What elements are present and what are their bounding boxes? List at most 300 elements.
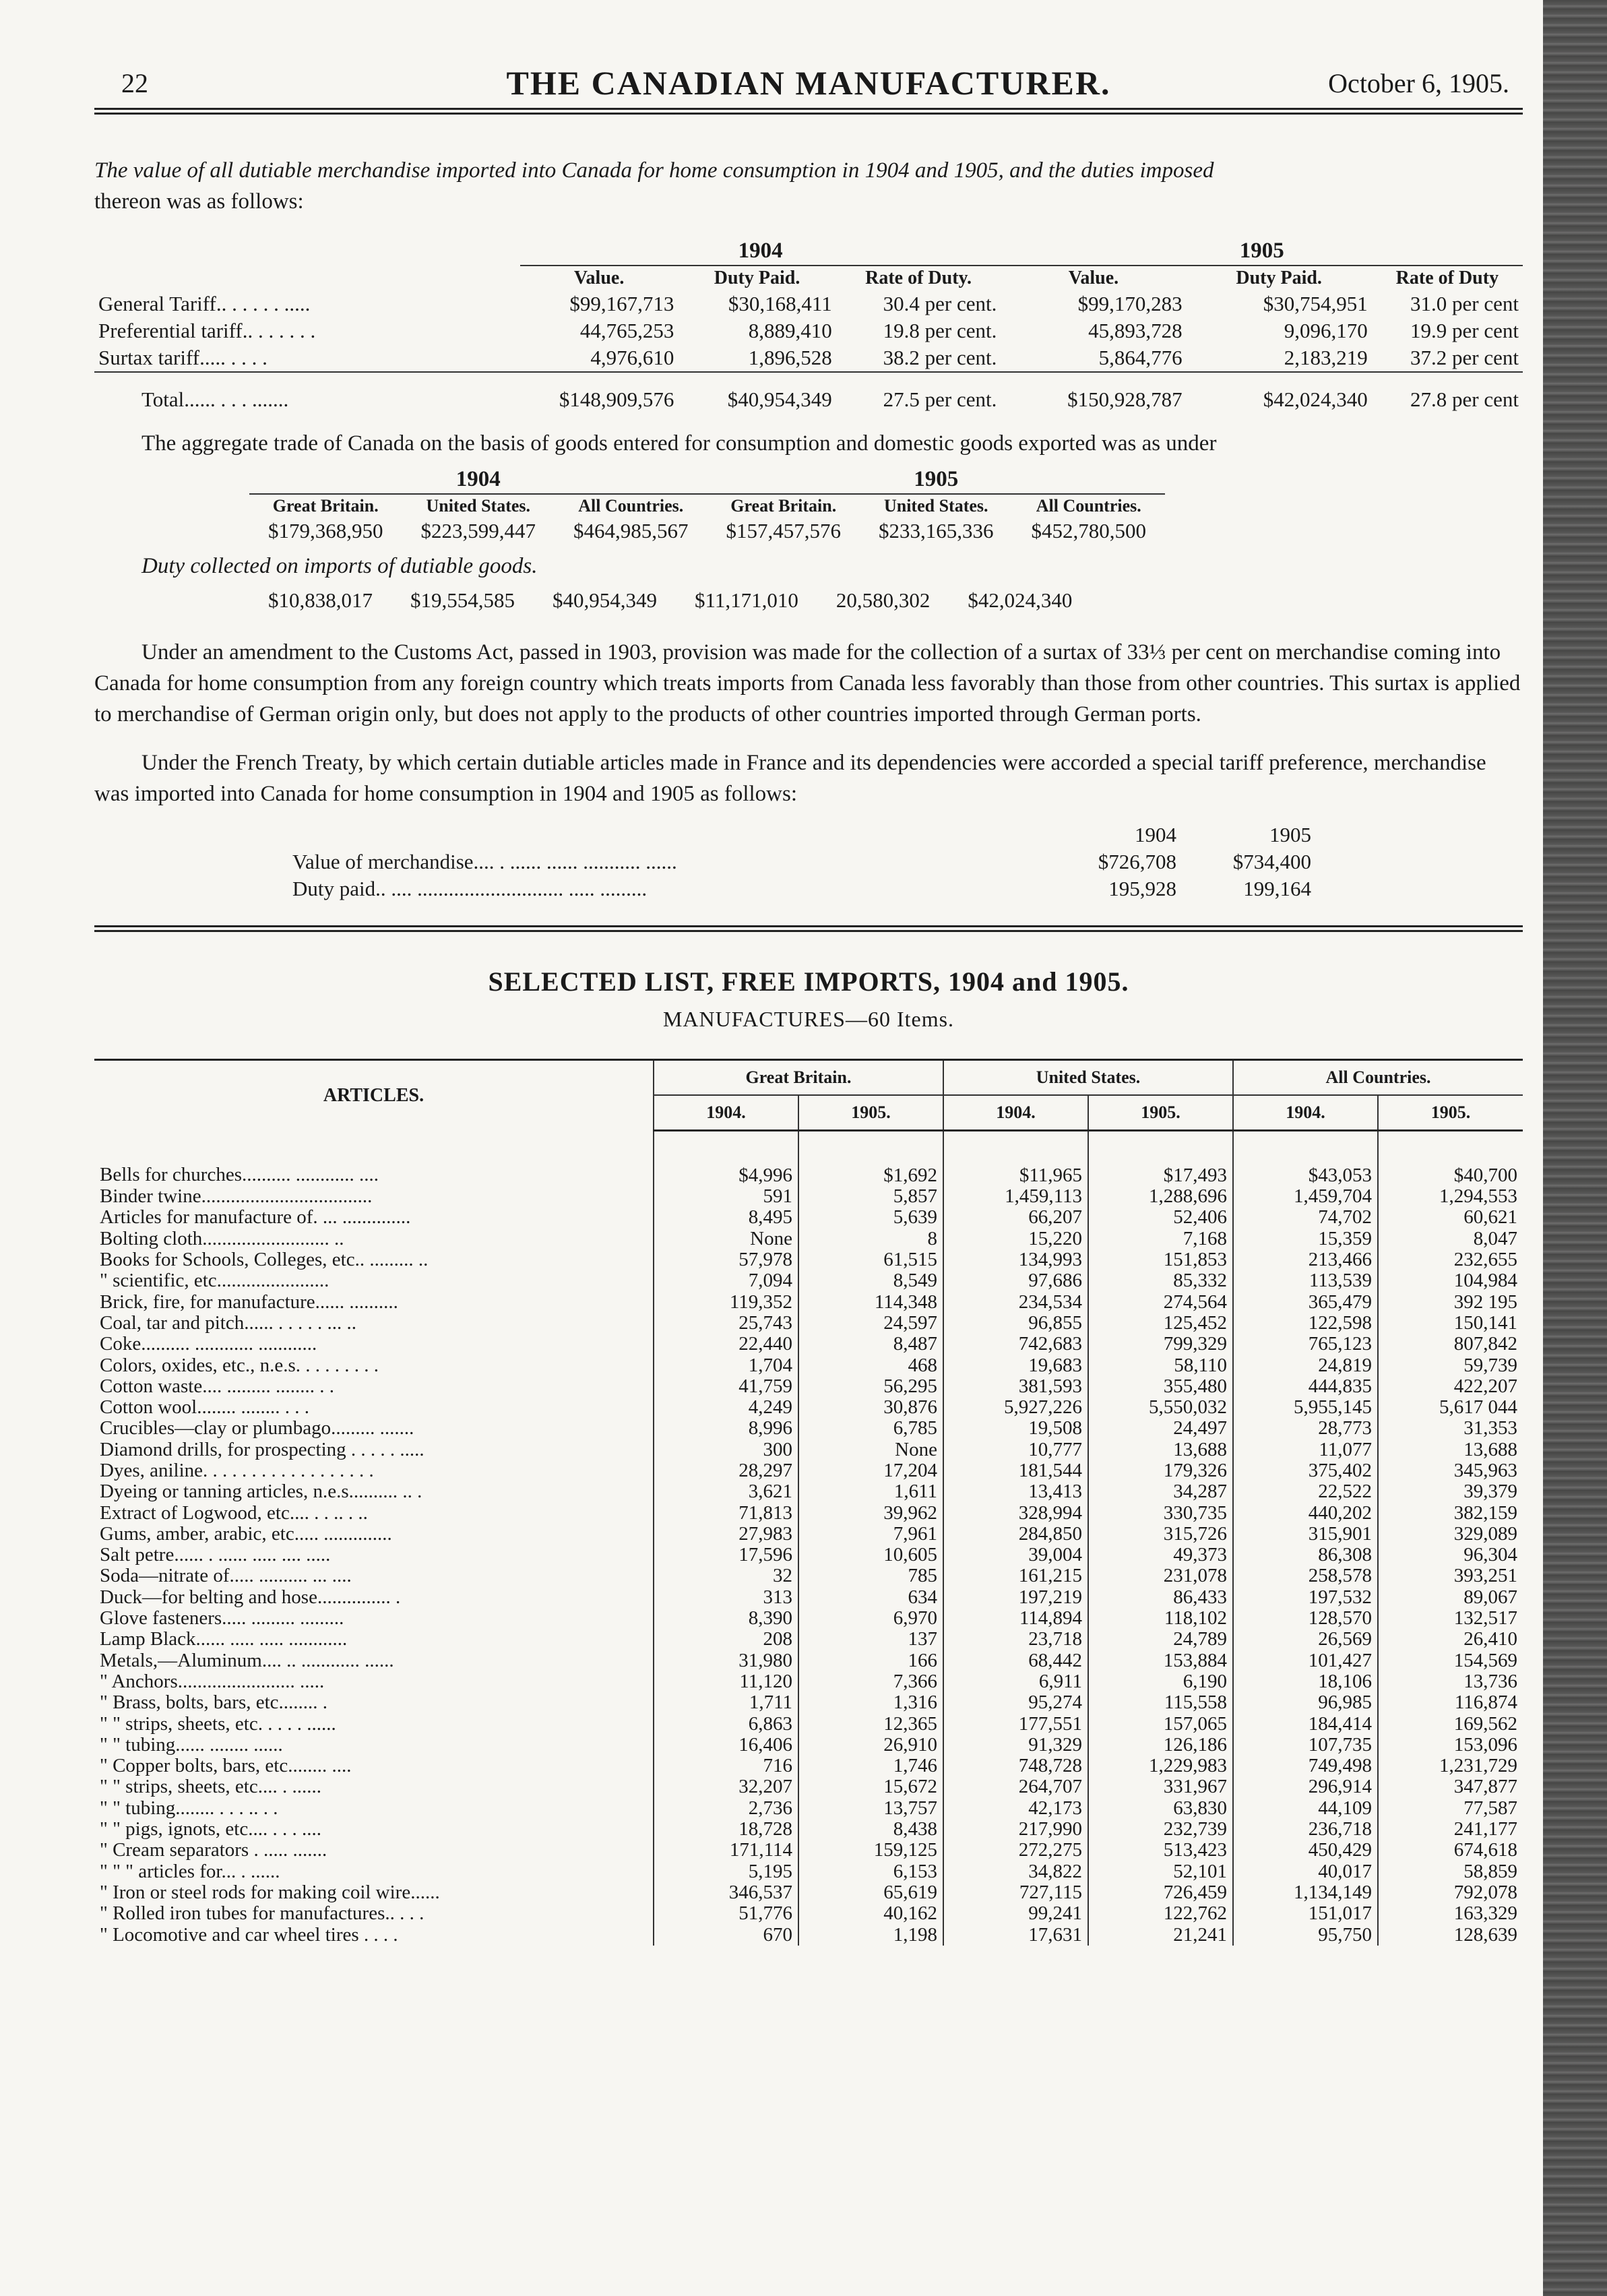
value-cell: 13,757 bbox=[798, 1798, 943, 1819]
free-imports-subtitle: MANUFACTURES—60 Items. bbox=[662, 1007, 955, 1031]
value-cell: 1,711 bbox=[654, 1692, 798, 1713]
french-row bbox=[283, 875, 1321, 902]
aggregate-table bbox=[249, 466, 1165, 545]
group-all-countries: All Countries. bbox=[1233, 1060, 1523, 1096]
value-cell: 18,728 bbox=[654, 1819, 798, 1840]
value-cell: 422,207 bbox=[1453, 1375, 1517, 1397]
value-cell: 85,332 bbox=[1088, 1270, 1233, 1291]
article-name: Bolting cloth.......................... .. bbox=[94, 1229, 654, 1249]
french-value-1904: 195,928 bbox=[1108, 877, 1176, 900]
value-cell: 8,438 bbox=[798, 1819, 943, 1840]
tariff-col-header: Value. bbox=[1068, 268, 1119, 288]
value-cell: 114,348 bbox=[798, 1291, 943, 1312]
article-name: Binder twine................................... bbox=[94, 1186, 654, 1207]
article-name: " " " articles for... . ...... bbox=[94, 1861, 654, 1882]
value-cell: 13,688 bbox=[1088, 1439, 1233, 1460]
masthead: THE CANADIAN MANUFACTURER. bbox=[506, 64, 1111, 102]
table-row bbox=[94, 1334, 1523, 1355]
table-row bbox=[94, 1629, 1523, 1650]
value-cell: 1,294,553 bbox=[1439, 1185, 1517, 1208]
value-cell: 19,683 bbox=[943, 1355, 1088, 1375]
value-cell: 122,762 bbox=[1088, 1903, 1233, 1924]
value-cell: $17,493 bbox=[1088, 1131, 1233, 1187]
value-cell: 6,911 bbox=[943, 1671, 1088, 1692]
article-name: " Locomotive and car wheel tires . . . . bbox=[94, 1924, 654, 1945]
tariff-total-cell: $42,024,340 bbox=[1187, 372, 1372, 413]
value-cell: 22,522 bbox=[1233, 1481, 1378, 1502]
value-cell: 42,173 bbox=[943, 1798, 1088, 1819]
value-cell: 5,927,226 bbox=[943, 1397, 1088, 1418]
value-cell: 177,551 bbox=[943, 1713, 1088, 1734]
value-cell: 30,876 bbox=[798, 1397, 943, 1418]
tariff-cell: 37.2 per cent bbox=[1410, 346, 1519, 369]
value-cell: 99,241 bbox=[943, 1903, 1088, 1924]
value-cell: 13,413 bbox=[943, 1481, 1088, 1502]
value-cell: 2,736 bbox=[654, 1798, 798, 1819]
value-cell: 23,718 bbox=[943, 1629, 1088, 1650]
french-year-1905: 1905 bbox=[1269, 823, 1311, 846]
issue-date: October 6, 1905. bbox=[1328, 68, 1509, 98]
tariff-cell: 2,183,219 bbox=[1284, 346, 1368, 369]
value-cell: 440,202 bbox=[1233, 1502, 1378, 1523]
tariff-col-header: Value. bbox=[573, 268, 625, 288]
tariff-table bbox=[94, 237, 1523, 413]
value-cell: 17,596 bbox=[654, 1545, 798, 1565]
value-cell: 104,984 bbox=[1453, 1270, 1517, 1292]
aggregate-year-1904: 1904 bbox=[249, 466, 707, 494]
value-cell: 1,746 bbox=[798, 1756, 943, 1776]
article-name: Dyeing or tanning articles, n.e.s.......... .. . bbox=[94, 1481, 654, 1502]
duty-value: $40,954,349 bbox=[553, 588, 657, 612]
value-cell: 134,993 bbox=[943, 1249, 1088, 1270]
value-cell: 347,877 bbox=[1453, 1776, 1517, 1798]
article-name: " Iron or steel rods for making coil wire...... bbox=[94, 1882, 654, 1903]
value-cell: 52,406 bbox=[1088, 1207, 1233, 1228]
tariff-total-cell: $150,928,787 bbox=[1001, 372, 1186, 413]
group-great-britain: Great Britain. bbox=[654, 1060, 943, 1096]
value-cell: 59,739 bbox=[1463, 1354, 1517, 1376]
value-cell: 284,850 bbox=[943, 1524, 1088, 1545]
article-name: " scientific, etc....................... bbox=[94, 1270, 654, 1291]
value-cell: 365,479 bbox=[1233, 1291, 1378, 1312]
french-row-label: Duty paid.. .... ............................ ..... ......... bbox=[292, 877, 648, 900]
tariff-cell: 31.0 per cent bbox=[1410, 292, 1519, 315]
article-name: " " tubing...... ........ ...... bbox=[94, 1735, 654, 1756]
french-treaty-paragraph: Under the French Treaty, by which certain dutiable articles made in France and its dependencies were accorded a special tariff preference, merchandise was imported into Canada for home consumption in 1904 and 1905 as follows: bbox=[94, 751, 1486, 806]
value-cell: 765,123 bbox=[1233, 1334, 1378, 1355]
article-name: Gums, amber, arabic, etc..... .............. bbox=[94, 1524, 654, 1545]
table-row bbox=[94, 1439, 1523, 1460]
value-cell: 97,686 bbox=[943, 1270, 1088, 1291]
value-cell: 727,115 bbox=[943, 1882, 1088, 1903]
value-cell: None bbox=[654, 1229, 798, 1249]
tariff-col-header: Rate of Duty. bbox=[865, 268, 972, 288]
value-cell: 28,297 bbox=[654, 1460, 798, 1481]
value-cell: 24,819 bbox=[1233, 1355, 1378, 1375]
value-cell: 197,219 bbox=[943, 1587, 1088, 1608]
value-cell: 799,329 bbox=[1088, 1334, 1233, 1355]
tariff-row bbox=[94, 317, 1523, 344]
duty-value: 20,580,302 bbox=[836, 588, 931, 612]
value-cell: 101,427 bbox=[1233, 1650, 1378, 1671]
value-cell: 8,495 bbox=[654, 1207, 798, 1228]
value-cell: 5,857 bbox=[798, 1186, 943, 1207]
article-name: Coal, tar and pitch...... . . . . . ... .. bbox=[94, 1313, 654, 1334]
aggregate-col-header: All Countries. bbox=[578, 496, 684, 516]
aggregate-year-1905: 1905 bbox=[707, 466, 1166, 494]
table-row bbox=[94, 1229, 1523, 1249]
table-row bbox=[94, 1565, 1523, 1586]
value-cell: None bbox=[798, 1439, 943, 1460]
french-value-1905: $734,400 bbox=[1232, 850, 1311, 873]
aggregate-value: $464,985,567 bbox=[573, 519, 689, 542]
year-column-header: 1905. bbox=[1088, 1095, 1233, 1131]
value-cell: 181,544 bbox=[943, 1460, 1088, 1481]
value-cell: 7,366 bbox=[798, 1671, 943, 1692]
article-name: Glove fasteners..... ......... ......... bbox=[94, 1608, 654, 1629]
value-cell: 116,874 bbox=[1454, 1692, 1517, 1714]
value-cell: 272,275 bbox=[943, 1840, 1088, 1861]
value-cell: 52,101 bbox=[1088, 1861, 1233, 1882]
value-cell: 151,853 bbox=[1088, 1249, 1233, 1270]
tariff-total-row bbox=[94, 372, 1523, 413]
value-cell: 213,466 bbox=[1233, 1249, 1378, 1270]
value-cell: 674,618 bbox=[1453, 1839, 1517, 1861]
value-cell: 169,562 bbox=[1453, 1712, 1517, 1735]
articles-header: ARTICLES. bbox=[323, 1084, 424, 1106]
value-cell: 11,120 bbox=[654, 1671, 798, 1692]
value-cell: 8,487 bbox=[798, 1334, 943, 1355]
table-row bbox=[94, 1291, 1523, 1312]
duty-value: $19,554,585 bbox=[410, 588, 515, 612]
value-cell: 10,605 bbox=[798, 1545, 943, 1565]
tariff-col-header: Duty Paid. bbox=[1236, 268, 1322, 288]
value-cell: 65,619 bbox=[798, 1882, 943, 1903]
value-cell: 119,352 bbox=[654, 1291, 798, 1312]
value-cell: 5,550,032 bbox=[1088, 1397, 1233, 1418]
aggregate-value: $452,780,500 bbox=[1031, 519, 1146, 542]
french-value-1904: $726,708 bbox=[1098, 850, 1176, 873]
article-name: Lamp Black...... ..... ..... ............ bbox=[94, 1629, 654, 1650]
page-header bbox=[94, 54, 1523, 108]
value-cell: 792,078 bbox=[1453, 1881, 1517, 1903]
year-column-header: 1904. bbox=[1233, 1095, 1378, 1131]
value-cell: 118,102 bbox=[1088, 1608, 1233, 1629]
value-cell: 748,728 bbox=[943, 1756, 1088, 1776]
french-year-1904: 1904 bbox=[1135, 823, 1176, 846]
french-row-label: Value of merchandise.... . ...... ...... ........... ...... bbox=[292, 850, 677, 873]
value-cell: 159,125 bbox=[798, 1840, 943, 1861]
value-cell: 137 bbox=[798, 1629, 943, 1650]
value-cell: 57,978 bbox=[654, 1249, 798, 1270]
value-cell: 126,186 bbox=[1088, 1735, 1233, 1756]
value-cell: 51,776 bbox=[654, 1903, 798, 1924]
value-cell: 6,190 bbox=[1088, 1671, 1233, 1692]
value-cell: 58,859 bbox=[1463, 1860, 1517, 1882]
value-cell: 26,910 bbox=[798, 1735, 943, 1756]
value-cell: 151,017 bbox=[1233, 1903, 1378, 1924]
value-cell: $4,996 bbox=[654, 1131, 798, 1187]
value-cell: 11,077 bbox=[1233, 1439, 1378, 1460]
value-cell: 31,980 bbox=[654, 1650, 798, 1671]
intro-italic: The value of all dutiable merchandise imported into Canada for home consumption in 1904 and 1905, and the duties imposed bbox=[94, 158, 1214, 183]
article-name: Soda—nitrate of..... .......... ... .... bbox=[94, 1565, 654, 1586]
tariff-cell: 4,976,610 bbox=[590, 346, 674, 369]
value-cell: 179,326 bbox=[1088, 1460, 1233, 1481]
tariff-cell: $99,167,713 bbox=[569, 292, 674, 315]
value-cell: 513,423 bbox=[1088, 1840, 1233, 1861]
value-cell: 19,508 bbox=[943, 1418, 1088, 1439]
value-cell: 171,114 bbox=[654, 1840, 798, 1861]
value-cell: 166 bbox=[798, 1650, 943, 1671]
table-row bbox=[94, 1376, 1523, 1397]
article-name: Extract of Logwood, etc.... . . .. . .. bbox=[94, 1502, 654, 1523]
page-number: 22 bbox=[121, 68, 148, 98]
value-cell: 18,106 bbox=[1233, 1671, 1378, 1692]
value-cell: 1,288,696 bbox=[1088, 1186, 1233, 1207]
tariff-row-label: General Tariff.. . . . . . ..... bbox=[98, 292, 311, 315]
value-cell: 86,308 bbox=[1233, 1545, 1378, 1565]
intro-paragraph bbox=[94, 155, 1523, 217]
group-united-states: United States. bbox=[943, 1060, 1233, 1096]
value-cell: 5,639 bbox=[798, 1207, 943, 1228]
value-cell: 8 bbox=[798, 1229, 943, 1249]
article-name: Duck—for belting and hose............... . bbox=[94, 1587, 654, 1608]
article-name: " " tubing........ . . . .. . . bbox=[94, 1798, 654, 1819]
value-cell: 1,134,149 bbox=[1233, 1882, 1378, 1903]
value-cell: 393,251 bbox=[1453, 1565, 1517, 1587]
value-cell: 5,617 044 bbox=[1439, 1396, 1517, 1419]
article-name: Brick, fire, for manufacture...... .......... bbox=[94, 1291, 654, 1312]
aggregate-value: $157,457,576 bbox=[726, 519, 841, 542]
table-row bbox=[94, 1861, 1523, 1882]
tariff-cell: 8,889,410 bbox=[748, 319, 832, 342]
value-cell: 157,065 bbox=[1088, 1713, 1233, 1734]
tariff-cell: 5,864,776 bbox=[1098, 346, 1183, 369]
article-name: Salt petre...... . ...... ..... .... ..... bbox=[94, 1545, 654, 1565]
table-row bbox=[94, 1692, 1523, 1713]
value-cell: 31,353 bbox=[1463, 1417, 1517, 1439]
value-cell: 10,777 bbox=[943, 1439, 1088, 1460]
value-cell: 450,429 bbox=[1233, 1840, 1378, 1861]
value-cell: 670 bbox=[654, 1924, 798, 1945]
table-row bbox=[94, 1460, 1523, 1481]
value-cell: 1,704 bbox=[654, 1355, 798, 1375]
aggregate-value: $179,368,950 bbox=[268, 519, 383, 542]
value-cell: 95,274 bbox=[943, 1692, 1088, 1713]
tariff-cell: $30,168,411 bbox=[728, 292, 832, 315]
value-cell: 315,726 bbox=[1088, 1524, 1233, 1545]
value-cell: $11,965 bbox=[943, 1131, 1088, 1187]
article-name: " " strips, sheets, etc. . . . . ...... bbox=[94, 1713, 654, 1734]
table-row bbox=[94, 1131, 1523, 1187]
tariff-row-label: Surtax tariff..... . . . . bbox=[98, 346, 267, 369]
value-cell: 345,963 bbox=[1453, 1460, 1517, 1481]
value-cell: 1,229,983 bbox=[1088, 1756, 1233, 1776]
header-rule bbox=[94, 108, 1523, 115]
table-row bbox=[94, 1671, 1523, 1692]
page bbox=[94, 54, 1523, 1946]
value-cell: 125,452 bbox=[1088, 1313, 1233, 1334]
value-cell: 749,498 bbox=[1233, 1756, 1378, 1776]
table-row bbox=[94, 1840, 1523, 1861]
value-cell: 328,994 bbox=[943, 1502, 1088, 1523]
tariff-cell: 19.9 per cent bbox=[1410, 319, 1519, 342]
value-cell: 217,990 bbox=[943, 1819, 1088, 1840]
value-cell: 12,365 bbox=[798, 1713, 943, 1734]
aggregate-col-header: Great Britain. bbox=[272, 496, 379, 516]
value-cell: 1,611 bbox=[798, 1481, 943, 1502]
value-cell: 21,241 bbox=[1088, 1924, 1233, 1945]
value-cell: 231,078 bbox=[1088, 1565, 1233, 1586]
value-cell: $1,692 bbox=[798, 1131, 943, 1187]
tariff-row-label: Preferential tariff.. . . . . . . bbox=[98, 319, 316, 342]
table-row bbox=[94, 1650, 1523, 1671]
article-name: " Brass, bolts, bars, etc........ . bbox=[94, 1692, 654, 1713]
intro-plain: thereon was as follows: bbox=[94, 189, 304, 214]
table-row bbox=[94, 1355, 1523, 1375]
value-cell: 197,532 bbox=[1233, 1587, 1378, 1608]
article-name: Cotton waste.... ......... ........ . . bbox=[94, 1376, 654, 1397]
value-cell: 726,459 bbox=[1088, 1882, 1233, 1903]
value-cell: 15,220 bbox=[943, 1229, 1088, 1249]
tariff-total-cell: 27.5 per cent. bbox=[836, 372, 1001, 413]
tariff-year-1904: 1904 bbox=[520, 237, 1001, 266]
value-cell: 1,316 bbox=[798, 1692, 943, 1713]
article-name: Books for Schools, Colleges, etc.. ......... .. bbox=[94, 1249, 654, 1270]
value-cell: 16,406 bbox=[654, 1735, 798, 1756]
value-cell: 24,497 bbox=[1088, 1418, 1233, 1439]
value-cell: 7,168 bbox=[1088, 1229, 1233, 1249]
table-row bbox=[94, 1587, 1523, 1608]
value-cell: 346,537 bbox=[654, 1882, 798, 1903]
value-cell: 241,177 bbox=[1453, 1818, 1517, 1840]
value-cell: 15,672 bbox=[798, 1776, 943, 1797]
article-name: " " strips, sheets, etc.... . ...... bbox=[94, 1776, 654, 1797]
free-imports-table bbox=[94, 1059, 1523, 1946]
value-cell: 1,459,113 bbox=[943, 1186, 1088, 1207]
value-cell: 77,587 bbox=[1463, 1797, 1517, 1819]
table-row bbox=[94, 1524, 1523, 1545]
value-cell: 1,459,704 bbox=[1233, 1186, 1378, 1207]
value-cell: 13,688 bbox=[1463, 1438, 1517, 1460]
value-cell: 68,442 bbox=[943, 1650, 1088, 1671]
article-name: Cotton wool........ ........ . . . bbox=[94, 1397, 654, 1418]
value-cell: 115,558 bbox=[1088, 1692, 1233, 1713]
table-row bbox=[94, 1313, 1523, 1334]
french-row bbox=[283, 848, 1321, 875]
value-cell: 315,901 bbox=[1233, 1524, 1378, 1545]
value-cell: 91,329 bbox=[943, 1735, 1088, 1756]
value-cell: 331,967 bbox=[1088, 1776, 1233, 1797]
table-row bbox=[94, 1418, 1523, 1439]
tariff-year-1905: 1905 bbox=[1001, 237, 1523, 266]
tariff-total-label: Total...... . . . ....... bbox=[94, 372, 520, 413]
table-row bbox=[94, 1882, 1523, 1903]
year-column-header: 1905. bbox=[1378, 1095, 1523, 1131]
value-cell: $43,053 bbox=[1233, 1131, 1378, 1187]
value-cell: 392 195 bbox=[1453, 1291, 1517, 1313]
article-name: " Cream separators . ..... ....... bbox=[94, 1840, 654, 1861]
value-cell: 444,835 bbox=[1233, 1376, 1378, 1397]
tariff-cell: $99,170,283 bbox=[1077, 292, 1183, 315]
value-cell: 329,089 bbox=[1453, 1522, 1517, 1545]
value-cell: 63,830 bbox=[1088, 1798, 1233, 1819]
value-cell: 296,914 bbox=[1233, 1776, 1378, 1797]
value-cell: 330,735 bbox=[1088, 1502, 1233, 1523]
year-column-header: 1904. bbox=[654, 1095, 798, 1131]
value-cell: 66,207 bbox=[943, 1207, 1088, 1228]
duty-collected-label: Duty collected on imports of dutiable goods. bbox=[141, 554, 538, 578]
aggregate-col-header: United States. bbox=[883, 496, 988, 516]
value-cell: 355,480 bbox=[1088, 1376, 1233, 1397]
table-row bbox=[94, 1713, 1523, 1734]
value-cell: 6,970 bbox=[798, 1608, 943, 1629]
article-name: " Rolled iron tubes for manufactures.. . . . bbox=[94, 1903, 654, 1924]
value-cell: 153,884 bbox=[1088, 1650, 1233, 1671]
value-cell: 742,683 bbox=[943, 1334, 1088, 1355]
tariff-cell: 45,893,728 bbox=[1088, 319, 1183, 342]
value-cell: 58,110 bbox=[1088, 1355, 1233, 1375]
year-column-header: 1904. bbox=[943, 1095, 1088, 1131]
value-cell: 107,735 bbox=[1233, 1735, 1378, 1756]
value-cell: 591 bbox=[654, 1186, 798, 1207]
article-name: Metals,—Aluminum.... .. ............ ...... bbox=[94, 1650, 654, 1671]
table-row bbox=[94, 1776, 1523, 1797]
aggregate-value: $233,165,336 bbox=[879, 519, 994, 542]
value-cell: 34,287 bbox=[1088, 1481, 1233, 1502]
value-cell: 96,985 bbox=[1233, 1692, 1378, 1713]
tariff-total-cell: 27.8 per cent bbox=[1372, 372, 1523, 413]
value-cell: 17,631 bbox=[943, 1924, 1088, 1945]
duty-value: $42,024,340 bbox=[968, 588, 1073, 612]
table-row bbox=[94, 1924, 1523, 1945]
french-treaty-table bbox=[283, 821, 1321, 902]
value-cell: 161,215 bbox=[943, 1565, 1088, 1586]
value-cell: 184,414 bbox=[1233, 1713, 1378, 1734]
value-cell: 95,750 bbox=[1233, 1924, 1378, 1945]
article-name: Dyes, aniline. . . . . . . . . . . . . . . . . . bbox=[94, 1460, 654, 1481]
value-cell: 375,402 bbox=[1233, 1460, 1378, 1481]
value-cell: 381,593 bbox=[943, 1376, 1088, 1397]
value-cell: 785 bbox=[798, 1565, 943, 1586]
value-cell: 56,295 bbox=[798, 1376, 943, 1397]
free-imports-title: SELECTED LIST, FREE IMPORTS, 1904 and 1905. bbox=[488, 966, 1129, 997]
table-row bbox=[94, 1545, 1523, 1565]
scan-edge bbox=[1543, 0, 1607, 2296]
value-cell: 39,379 bbox=[1463, 1481, 1517, 1503]
table-row bbox=[94, 1502, 1523, 1523]
value-cell: 6,863 bbox=[654, 1713, 798, 1734]
value-cell: 4,249 bbox=[654, 1397, 798, 1418]
table-row bbox=[94, 1481, 1523, 1502]
value-cell: 7,094 bbox=[654, 1270, 798, 1291]
value-cell: 132,517 bbox=[1453, 1607, 1517, 1630]
aggregate-text: The aggregate trade of Canada on the basis of goods entered for consumption and domestic goods exported was as under bbox=[141, 431, 1217, 456]
value-cell: 234,534 bbox=[943, 1291, 1088, 1312]
table-row bbox=[94, 1798, 1523, 1819]
value-cell: 34,822 bbox=[943, 1861, 1088, 1882]
value-cell: 264,707 bbox=[943, 1776, 1088, 1797]
value-cell: 1,231,729 bbox=[1439, 1755, 1517, 1777]
value-cell: 150,141 bbox=[1453, 1311, 1517, 1334]
value-cell: 41,759 bbox=[654, 1376, 798, 1397]
value-cell: 163,329 bbox=[1453, 1902, 1517, 1925]
tariff-col-header: Duty Paid. bbox=[714, 268, 800, 288]
value-cell: 128,639 bbox=[1453, 1923, 1517, 1946]
table-row bbox=[94, 1819, 1523, 1840]
value-cell: 1,198 bbox=[798, 1924, 943, 1945]
